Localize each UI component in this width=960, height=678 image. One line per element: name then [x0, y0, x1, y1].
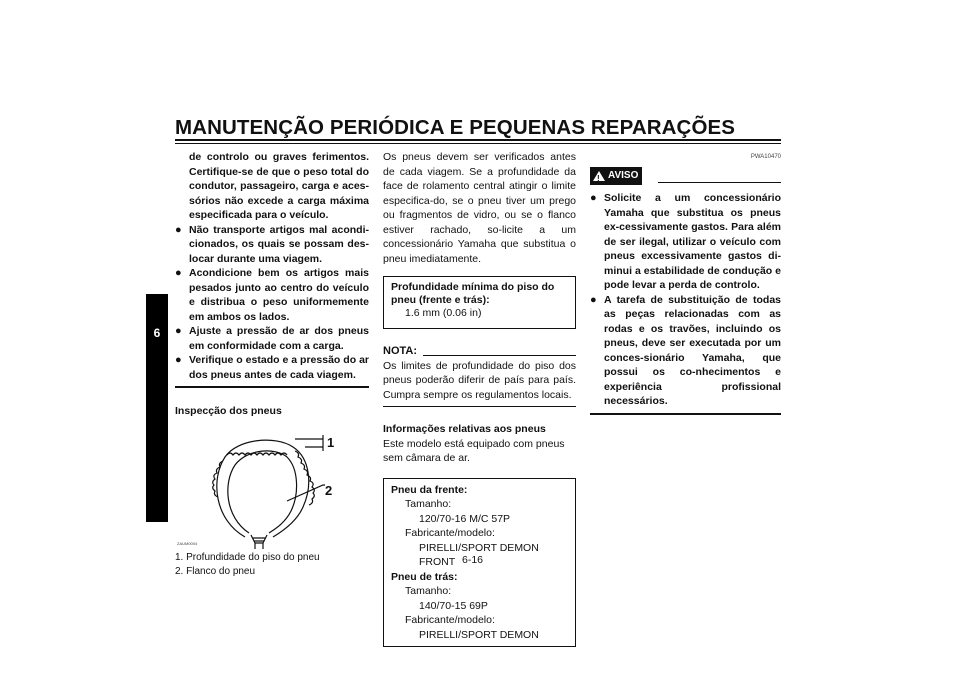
size-label: Tamanho: — [405, 498, 452, 510]
note-label: NOTA: — [383, 345, 418, 357]
note-header — [383, 344, 576, 359]
spec-value: 1.6 mm (0.06 in) — [405, 307, 482, 319]
warning-badge — [590, 167, 642, 186]
bullet-icon: ● — [175, 325, 182, 337]
bullet-item: ● Não transporte artigos mal acondi-cionados, os quais se possam des-locar durante uma viagem. — [175, 223, 369, 265]
chapter-number: 6 — [153, 326, 161, 340]
section-heading: Inspecção dos pneus — [175, 405, 282, 417]
warning-label: AVISO — [608, 169, 639, 181]
warning-header — [590, 167, 781, 186]
bullet-item: ● A tarefa de substituição de todas as peças relacionadas com as rodas e os travões, incluindo os pneus, deve ser executada por um conces-sionário Yamaha, que possui os co-nhecimentos e experiência profissional necessários. — [590, 293, 781, 407]
tire-info-text: Este modelo está equipado com pneus sem câmara de ar. — [383, 437, 565, 464]
bullet-icon: ● — [175, 354, 182, 366]
bullet-item: ● Solicite a um concessionário Yamaha que substitua os pneus ex-cessivamente gastos. Para além de ser ilegal, utilizar o veículo com pneus excessivamente gastos di-minui a estabilidade de condução e pode levar a perda de controlo. — [590, 192, 781, 291]
figure-caption: 1. Profundidade do piso do pneu — [175, 551, 320, 563]
warning-end-rule — [590, 413, 781, 415]
chapter-tab — [146, 294, 168, 522]
maker-label: Fabricante/modelo: — [405, 527, 495, 539]
bullet-icon: ● — [175, 267, 182, 279]
note-text: Os limites de profundidade do piso dos pneus poderão diferir de país para país. Cumpra sempre os regulamentos locais. — [383, 359, 576, 401]
title-rule — [175, 139, 781, 141]
warning-header-rule — [658, 182, 781, 183]
front-model-value: PIRELLI/SPORT DEMON FRONT — [419, 541, 539, 568]
front-size-value: 120/70-16 M/C 57P — [419, 512, 511, 525]
warning-end-rule — [175, 386, 369, 388]
tread-depth-spec-box — [383, 276, 576, 329]
page-number: 6-16 — [462, 554, 484, 566]
rear-tire-label: Pneu de trás: — [391, 570, 458, 583]
note-end-rule — [383, 406, 576, 407]
tire-figure — [175, 425, 369, 549]
maker-label: Fabricante/modelo: — [405, 614, 495, 626]
spec-title: Profundidade mínima do piso do pneu (frente e trás): — [391, 281, 555, 306]
warning-continuation: de controlo ou graves ferimentos. Certifique-se de que o peso total do condutor, passageiro, carga e aces-sórios não excede a carga máxima especificada para o veículo. — [189, 151, 369, 221]
rear-model-value: PIRELLI/SPORT DEMON — [419, 628, 539, 641]
bullet-icon: ● — [590, 293, 597, 306]
size-label: Tamanho: — [405, 585, 452, 597]
rear-size-value: 140/70-15 69P — [419, 599, 488, 612]
bullet-item: ● Ajuste a pressão de ar dos pneus em conformidade com a carga. — [175, 325, 369, 352]
section-heading: Informações relativas aos pneus — [383, 423, 546, 435]
figure-caption: 2. Flanco do pneu — [175, 565, 256, 577]
warning-triangle-icon: ! — [593, 171, 605, 181]
title-rule-thin — [175, 143, 781, 144]
column-middle — [383, 150, 576, 647]
page-title: MANUTENÇÃO PERIÓDICA E PEQUENAS REPARAÇÕES — [175, 116, 736, 139]
bullet-item: ● Verifique o estado e a pressão do ar dos pneus antes de cada viagem. — [175, 354, 369, 381]
tire-check-paragraph: Os pneus devem ser verificados antes de cada viagem. Se a profundidade da face de rolamento central atingir o limite especifica-do, se o pneu tiver um prego ou fragmentos de vidro, ou se o flanco estiver rachado, so-licite a um concessionário Yamaha que substitua o pneu imediatamente. — [383, 151, 576, 265]
note-rule — [423, 355, 576, 356]
warning-code: PWA10470 — [750, 154, 781, 160]
front-tire-label: Pneu da frente: — [391, 483, 468, 496]
column-left — [175, 150, 369, 579]
callout-1: 1 — [327, 434, 335, 450]
tire-cross-section-illustration — [175, 425, 369, 549]
bullet-icon: ● — [175, 223, 182, 236]
bullet-item: ● Acondicione bem os artigos mais pesados junto ao centro do veículo e distribua o peso uniformemente em ambos os lados. — [175, 267, 369, 323]
column-right — [590, 150, 781, 415]
callout-2: 2 — [325, 482, 333, 498]
figure-code: ZAUM0004 — [177, 540, 198, 546]
bullet-icon: ● — [590, 192, 597, 204]
